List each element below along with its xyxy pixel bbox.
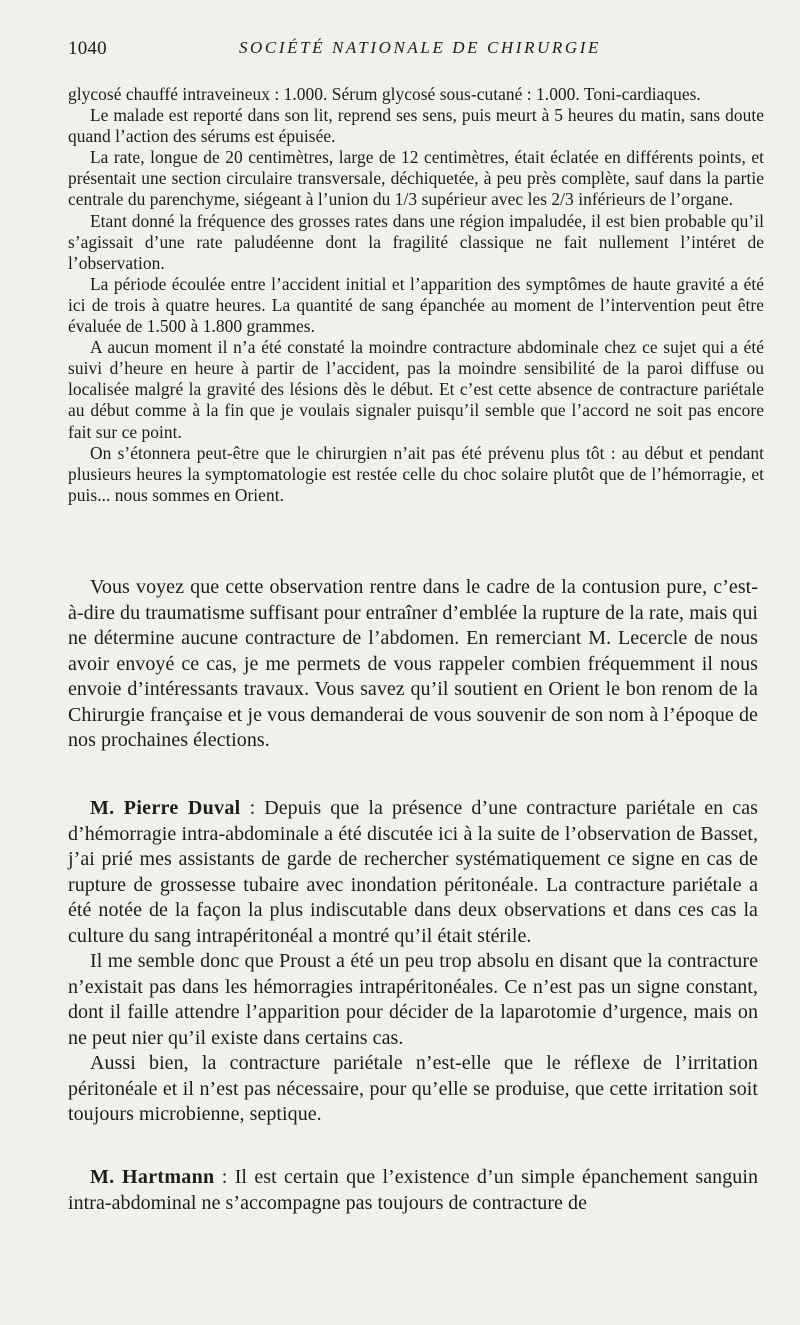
case-report-paragraph: A aucun moment il n’a été constaté la moindre contracture abdominale chez ce sujet qui a été suivi d’heure en heure à partir de l’accident, pas la moindre sensibilité de la paroi diffuse ou localisée malgré la gravité des lésions dès le début. Et c’est cette absence de contracture pariétale au début comme à la fin que je voulais signaler puisqu’il semble que l’accord ne soit pas encore fait sur ce point.: [68, 337, 764, 442]
case-report-paragraph: On s’étonnera peut-être que le chirurgien n’ait pas été prévenu plus tôt : au début et pendant plusieurs heures la symptomatologie est restée celle du choc solaire plutôt que de l’hémorragie, et puis... nous sommes en Orient.: [68, 442, 764, 505]
hartmann-paragraph-text: Il est certain que l’existence d’un simple épanchement sanguin intra-abdominal ne s’accompagne pas toujours de contracture de: [68, 1166, 758, 1214]
speaker-separator: :: [214, 1166, 235, 1188]
duval-paragraph: Aussi bien, la contracture pariétale n’est-elle que le réflexe de l’irritation péritonéale et il n’est pas nécessaire, pour qu’elle se produise, que cette irritation soit toujours microbienne, septique.: [68, 1052, 758, 1125]
duval-paragraph: Il me semble donc que Proust a été un peu trop absolu en disant que la contracture n’existait pas dans les hémorragies intrapéritonéales. Ce n’est pas un signe constant, dont il faille attendre l’apparition pour décider de la laparotomie d’urgence, mais on ne peut nier qu’il existe dans certains cas.: [68, 950, 758, 1049]
hartmann-remarks: [68, 1165, 758, 1216]
commentary-paragraph: Vous voyez que cette observation rentre dans le cadre de la contusion pure, c’est-à-dire du traumatisme suffisant pour entraîner d’emblée la rupture de la rate, mais qui ne détermine aucune contracture de l’abdomen. En remerciant M. Lecercle de nous avoir envoyé ce cas, je me permets de vous rappeler combien fréquemment il nous envoie d’intéressants travaux. Vous savez qu’il soutient en Orient le bon renom de la Chirurgie française et je vous demanderai de vous souvenir de son nom à l’époque de nos prochaines élections.: [68, 576, 758, 751]
speaker-name: M. Hartmann: [90, 1166, 215, 1188]
speaker-name: M. Pierre Duval: [90, 797, 241, 819]
duval-paragraph-text: Depuis que la présence d’une contracture pariétale en cas d’hémorragie intra-abdominale a été discutée ici à la suite de l’observation de Basset, j’ai prié mes assistants de garde de rechercher systématiquement ce signe en cas de rupture de grossesse tubaire avec inondation péritonéale. La contracture pariétale a été notée de la façon la plus indiscutable dans deux observations et dans ces cas la culture du sang intrapéritonéal a montré qu’il était stérile.: [68, 797, 758, 947]
running-title: SOCIÉTÉ NATIONALE DE CHIRURGIE: [238, 38, 602, 57]
page-number: 1040: [68, 38, 107, 59]
case-report-paragraph: La rate, longue de 20 centimètres, large de 12 centimètres, était éclatée en différents points, et présentait une section circulaire transversale, déchiquetée, à peu près complète, sauf dans la partie centrale du parenchyme, siégeant à l’union du 1/3 supérieur avec les 2/3 inférieurs de l’organe.: [68, 147, 764, 210]
page-header: [68, 38, 772, 68]
speaker-separator: :: [240, 797, 265, 819]
case-report-paragraph: La période écoulée entre l’accident initial et l’apparition des symptômes de haute gravité a été ici de trois à quatre heures. La quantité de sang épanchée au moment de l’intervention peut être évaluée de 1.500 à 1.800 grammes.: [68, 273, 764, 337]
case-report-paragraph: glycosé chauffé intraveineux : 1.000. Sérum glycosé sous-cutané : 1.000. Toni-cardiaques.: [68, 84, 701, 104]
duval-first-paragraph: [68, 796, 758, 949]
case-report-paragraph: Etant donné la fréquence des grosses rates dans une région impaludée, il est bien probable qu’il s’agissait d’une rate paludéenne dont la fragilité classique ne fait nullement l’intéret de l’observation.: [68, 210, 764, 273]
case-report-text: [68, 84, 764, 506]
case-report-paragraph: Le malade est reporté dans son lit, reprend ses sens, puis meurt à 5 heures du matin, sans doute quand l’action des sérums est épuisée.: [68, 105, 764, 147]
duval-remarks: [68, 796, 758, 1128]
hartmann-paragraph: [68, 1165, 758, 1216]
commentary-block: [68, 575, 758, 754]
